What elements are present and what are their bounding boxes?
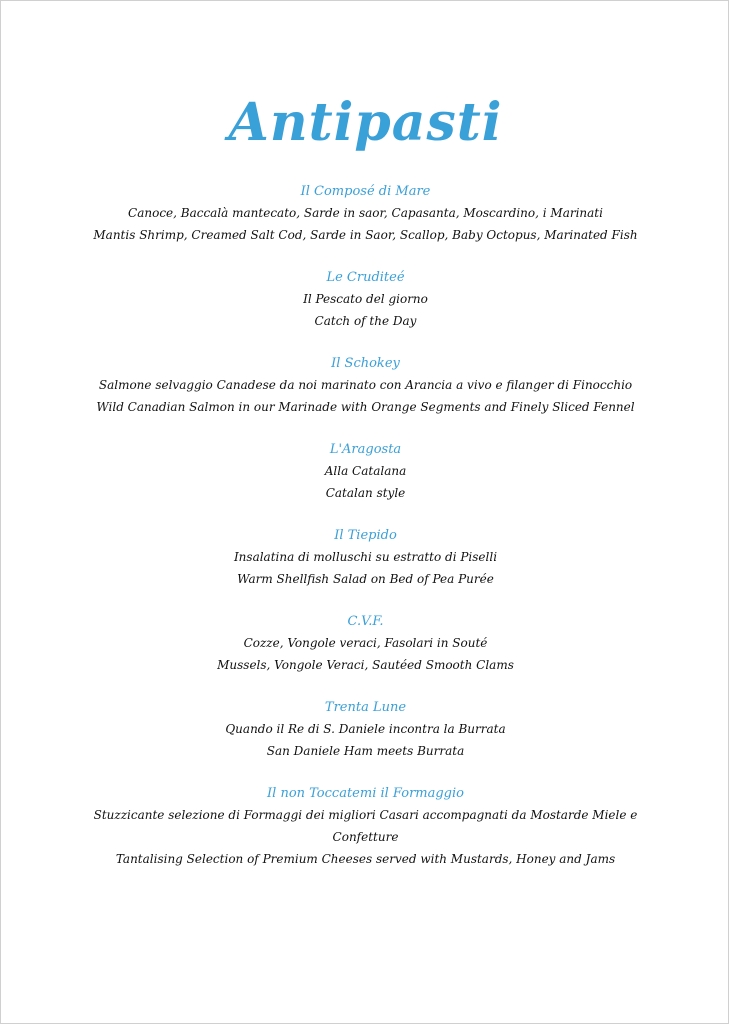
section-heading: C.V.F. [347,614,384,629]
menu-section [1,525,729,590]
section-heading: Il Composé di Mare [300,184,431,199]
dish-description-italian: Insalatina di molluschi su estratto di Piselli [233,550,498,564]
dish-description-english: Warm Shellfish Salad on Bed of Pea Purée [237,572,494,586]
dish-description-italian: Quando il Re di S. Daniele incontra la Burrata [225,722,506,736]
section-heading: Il Schokey [331,356,400,371]
section-heading: Il non Toccatemi il Formaggio [267,786,464,801]
menu-section [1,267,729,332]
dish-description-english: Tantalising Selection of Premium Cheeses served with Mustards, Honey and Jams [115,852,616,866]
menu-section [1,181,729,246]
dish-description-english: Catalan style [325,486,406,500]
dish-description-english: Wild Canadian Salmon in our Marinade with Orange Segments and Finely Sliced Fennel [96,400,635,414]
dish-description-italian: Il Pescato del giorno [303,292,428,306]
dish-description-english: San Daniele Ham meets Burrata [266,744,465,758]
section-heading: Il Tiepido [334,528,397,543]
dish-description-english: Catch of the Day [314,314,417,328]
dish-description-italian: Cozze, Vongole veraci, Fasolari in Souté [243,636,488,650]
dish-description-italian: Salmone selvaggio Canadese da noi marinato con Arancia a vivo e filanger di Finocchio [98,378,633,392]
page-title: Antipasti [228,92,503,153]
menu-section [1,783,729,870]
menu-section [1,439,729,504]
menu-section [1,697,729,762]
dish-description-italian: Canoce, Baccalà mantecato, Sarde in saor, Capasanta, Moscardino, i Marinati [128,206,603,220]
section-heading: Le Cruditeé [326,270,405,285]
dish-description-italian: Stuzzicante selezione di Formaggi dei migliori Casari accompagnati da Mostarde Miele e Confetture [93,808,638,844]
menu-list [1,181,729,891]
menu-section [1,611,729,676]
section-heading: L'Aragosta [329,442,402,457]
dish-description-italian: Alla Catalana [324,464,407,478]
dish-description-english: Mantis Shrimp, Creamed Salt Cod, Sarde in Saor, Scallop, Baby Octopus, Marinated Fish [93,228,638,242]
menu-section [1,353,729,418]
section-heading: Trenta Lune [324,700,407,715]
dish-description-english: Mussels, Vongole Veraci, Sautéed Smooth Clams [217,658,514,672]
